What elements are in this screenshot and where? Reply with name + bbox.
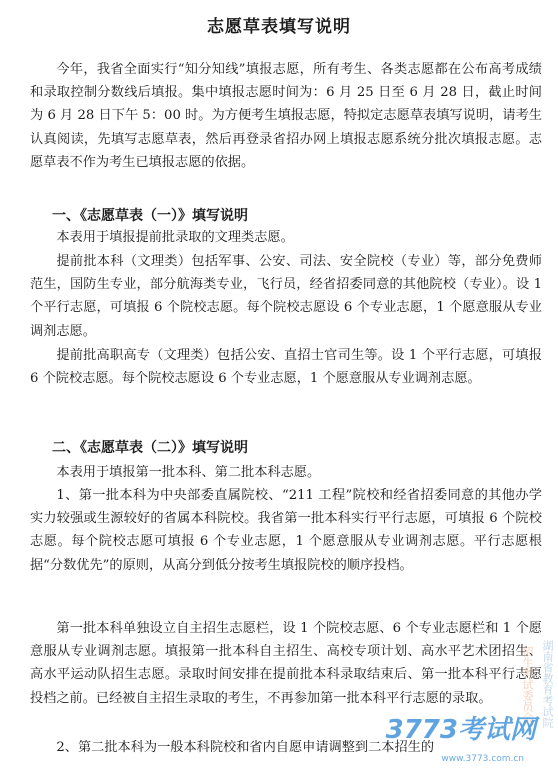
site-watermark: [385, 640, 554, 764]
section2-paragraph-4: 2、第二批本科为一般本科院校和省内自愿申请调整到二本招生的: [56, 740, 435, 755]
section2-paragraph-2: 1、第一批本科为中央部委直属院校、“211 工程”院校和经省招委同意的其他办学实力较强或生源较好的省属本科院校。我省第一批本科实行平行志愿，可填报 6 个院校志愿。每个院校志愿可填报 6 个专业志愿，1 个愿意服从专业调剂志愿。平行志愿根据“分数优先”的原则，从高分到低分按考生填报院校的顺序投档。: [30, 488, 542, 573]
watermark-logo: 3773考试网: [385, 715, 536, 745]
watermark-vertical-blue: 湖南省教育考试院: [541, 640, 554, 728]
section1-paragraph-1: 本表用于填报提前批录取的文理类志愿。: [56, 230, 294, 245]
watermark-vertical-orange: 招生考试委员会: [521, 646, 534, 723]
intro-paragraph: 今年，我省全面实行“知分知线”填报志愿，所有考生、各类志愿都在公布高考成绩和录取控制分数线后填报。集中填报志愿时间为：6 月 25 日至 6 月 28 日，截止时间为 6 月 28 日下午 5：00 时。为方便考生填报志愿，特拟定志愿草表填写说明，请考生认真阅读，先填写志愿草表，然后再登录省招办网上填报志愿系统分批次填报志愿。志愿草表不作为考生已填报志愿的依据。: [30, 62, 542, 170]
section1-paragraph-2: 提前批本科（文理类）包括军事、公安、司法、安全院校（专业）等，部分免费师范生，国防生专业，部分航海类专业，飞行员，经省招委同意的其他院校（专业）。设 1 个平行志愿，可填报 6 个院校志愿。每个院校志愿设 6 个专业志愿，1 个愿意服从专业调剂志愿。: [30, 254, 542, 339]
section2-paragraph-3: 第一批本科单独设立自主招生志愿栏，设 1 个院校志愿、6 个专业志愿栏和 1 个愿意服从专业调剂志愿。填报第一批本科自主招生、高校专项计划、高水平艺术团招生、高水平运动队招生志愿。录取时间安排在提前批本科录取结束后、第一批本科平行志愿投档之前。已经被自主招生录取的考生，不再参加第一批本科平行志愿的录取。: [30, 621, 542, 706]
page-title: 志愿草表填写说明: [207, 17, 351, 37]
section2-paragraph-1: 本表用于填报第一批本科、第二批本科志愿。: [56, 465, 321, 480]
section2-heading: 二、《志愿草表（二）》填写说明: [52, 440, 248, 456]
section1-heading: 一、《志愿草表（一）》填写说明: [52, 208, 248, 224]
watermark-site: www.3773.com.cn: [441, 754, 524, 764]
section1-paragraph-3: 提前批高职高专（文理类）包括公安、直招士官司生等。设 1 个平行志愿，可填报 6 个院校志愿。每个院校志愿设 6 个专业志愿，1 个愿意服从专业调剂志愿。: [30, 348, 542, 387]
